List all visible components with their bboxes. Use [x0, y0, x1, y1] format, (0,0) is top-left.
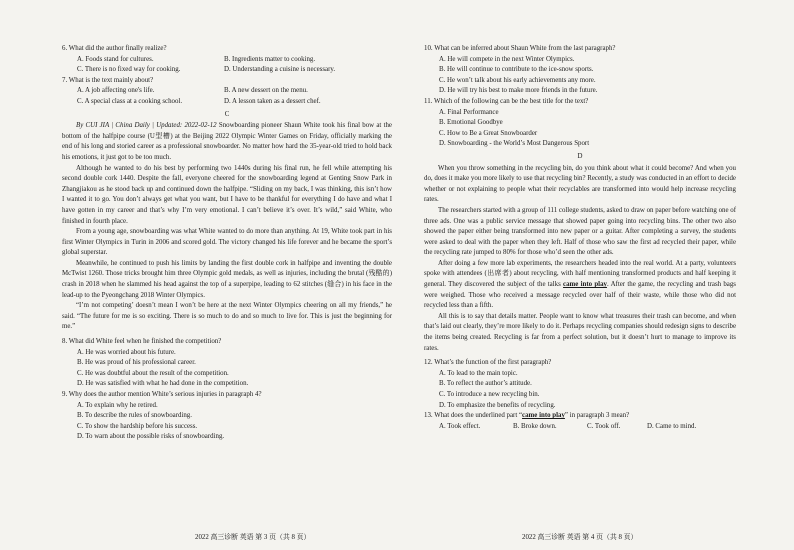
option-11a: A. Final Performance: [439, 108, 499, 116]
passage-c-paragraph-5: “I’m not competing’ doesn’t mean I won’t be here at the next Winter Olympics cheering on all my friends,” he said. “The future for me is so exciting. There is so much to do and so much to live for. This is just the beginning for me.”: [62, 302, 392, 331]
option-13b: B. Broke down.: [513, 422, 557, 430]
option-13d: D. Came to mind.: [647, 422, 697, 430]
left-page-footer: 2022 高三诊断 英语 第 3 页（共 8 页）: [195, 534, 311, 541]
option-12a: A. To lead to the main topic.: [439, 369, 518, 377]
question-9-stem: 9. Why does the author mention White’s serious injuries in paragraph 4?: [62, 391, 262, 398]
passage-d-paragraph-3-end: . After the game, the recycling and trash bags were weighed. Those who received a message recycled over half of their waste, while those who did not recycled less than a fifth.: [424, 281, 736, 310]
option-8c: C. He was doubtful about the result of the competition.: [77, 369, 229, 377]
option-13c: C. Took off.: [587, 422, 621, 430]
passage-c-paragraph-1-text: Snowboarding pioneer Shaun White took his final bow at the bottom of the halfpipe course (U型槽) at the Beijing 2022 Olympic Winter Games on Friday, officially marking the end of his long and storied career as a professional snowboarder. No matter how hard the 35-year-old tried to hold back his emotions, it just got to be too much.: [62, 122, 392, 161]
question-11-stem: 11. Which of the following can be the best title for the text?: [424, 97, 589, 105]
passage-c-paragraph-1: [62, 121, 392, 163]
passage-d-paragraph-4: All this is to say that details matter. People want to know what treasures their trash can become, and when that’s laid out clearly, they’re more likely to do it. Perhaps recycling companies should redesign signs to describe the items being created. Recycling is far from a perfect solution, but it doesn’t hurt to manage to improve its rates.: [424, 312, 736, 352]
option-8b: B. He was proud of his professional career.: [77, 359, 196, 367]
passage-c-paragraph-4: Meanwhile, he continued to push his limits by landing the first double cork in halfpipe and inventing the double McTwist 1260. Those tricks brought him three Olympic gold medals, as well as injuries, including the brutal (残酷的) crash in 2018 when he slammed his head against the top of a superpipe, leading to 62 stitches (缝合) in his face in the lead-up to the Pyeongchang 2018 Winter Olympics.: [62, 259, 392, 299]
underlined-phrase: came into play: [563, 281, 607, 289]
option-7d: D. A lesson taken as a dessert chef.: [224, 97, 321, 105]
passage-c-paragraph-2: Although he wanted to do his best by performing two 1440s during his final run, he fell while attempting his second double cork 1440. Despite the fall, everyone cheered for the snowboarding legend at Genting Snow Park in Zhangjiakou as he stood back up and continued down the halfpipe. “Sliding on my back, I was thinking, this isn’t how I wanted it to go. You don’t always get what you want, but I have to be thankful for everything I do have and what I have gotten in my career and that’s why I’m very emotional. I can’t believe it’s over. It’s wild,” said White, who finished in fourth place.: [62, 164, 392, 225]
option-6d: D. Understanding a cuisine is necessary.: [224, 66, 336, 74]
option-7c: C. A special class at a cooking school.: [77, 97, 183, 105]
question-13-underlined: came into play: [522, 412, 565, 420]
option-10d: D. He will try his best to make more friends in the future.: [439, 87, 598, 95]
option-7b: B. A new dessert on the menu.: [224, 87, 308, 95]
option-12d: D. To emphasize the benefits of recycling.: [439, 401, 556, 409]
byline: By CUI JIA | China Daily | Updated: 2022-02-12: [76, 122, 217, 130]
section-c-heading: C: [224, 110, 230, 118]
right-page-footer: 2022 高三诊断 英语 第 4 页（共 8 页）: [522, 534, 638, 541]
option-12b: B. To reflect the author’s attitude.: [439, 380, 532, 388]
question-7-options: [62, 86, 392, 107]
right-column: [424, 44, 736, 432]
left-column: [62, 44, 392, 443]
option-11d: D. Snowboarding - the World’s Most Dangerous Sport: [439, 140, 590, 148]
question-12-options: [424, 369, 736, 411]
option-10c: C. He won’t talk about his early achievements any more.: [439, 76, 596, 84]
option-9d: D. To warn about the possible risks of snowboarding.: [77, 433, 225, 441]
question-12-stem: 12. What’s the function of the first paragraph?: [424, 359, 552, 367]
option-9b: B. To describe the rules of snowboarding.: [77, 412, 192, 420]
option-10a: A. He will compete in the next Winter Olympics.: [439, 55, 575, 63]
question-11-options: [424, 108, 736, 150]
question-13-options: [424, 422, 736, 433]
passage-d-paragraph-3: [424, 259, 736, 312]
question-13-stem-end: ” in paragraph 3 mean?: [564, 412, 630, 420]
option-11c: C. How to Be a Great Snowboarder: [439, 129, 538, 137]
question-13-stem-start: 13. What does the underlined part “: [424, 412, 523, 420]
option-8a: A. He was worried about his future.: [77, 348, 176, 356]
passage-d-paragraph-2: The researchers started with a group of 111 college students, asked to draw on paper before watching one of three ads. One was a public service message that showed paper going into recycling bins. The other two also showed the paper either being transformed into new paper or a guitar. After completing a survey, the students were asked to deal with the paper when they left. Half of those who saw the first ad recycled their paper, while the recycling rate jumped to 80% for those who’d seen the other ads.: [424, 206, 736, 257]
option-6a: A. Foods stand for cultures.: [77, 55, 154, 63]
option-6b: B. Ingredients matter to cooking.: [224, 55, 316, 63]
question-13-stem: [424, 411, 736, 422]
passage-c-paragraph-3: From a young age, snowboarding was what White wanted to do more than anything. At 19, White took part in his first Winter Olympics in Turin in 2006 and scored gold. The victory changed his life forever and he became the sport’s global superstar.: [62, 228, 392, 257]
question-8-stem: 8. What did White feel when he finished the competition?: [62, 338, 222, 346]
option-6c: C. There is no fixed way for cooking.: [77, 66, 181, 74]
question-10-stem: 10. What can be inferred about Shaun White from the last paragraph?: [424, 45, 616, 52]
option-7a: A. A job affecting one's life.: [77, 87, 155, 95]
option-13a: A. Took effect.: [439, 422, 481, 430]
question-8-options: [62, 348, 392, 390]
option-9a: A. To explain why he retired.: [77, 401, 158, 409]
option-8d: D. He was satisfied with what he had done in the competition.: [77, 380, 249, 388]
option-12c: C. To introduce a new recycling bin.: [439, 391, 540, 398]
question-10-options: [424, 55, 736, 97]
question-6-options: [62, 55, 392, 76]
passage-d-paragraph-3-start: After doing a few more lab experiments, the researchers headed into the real world. At a party, volunteers spoke with attendees (出席者) about recycling, with half mentioning transformed products and half keeping it general. They discovered the subject of the talks: [424, 259, 736, 289]
question-7-stem: 7. What is the text mainly about?: [62, 76, 154, 84]
section-d-heading: D: [577, 152, 583, 160]
question-9-options: [62, 401, 392, 443]
option-9c: C. To show the hardship before his success.: [77, 422, 198, 430]
question-6-stem: 6. What did the author finally realize?: [62, 45, 167, 52]
option-11b: B. Emotional Goodbye: [439, 119, 503, 127]
option-10b: B. He will continue to contribute to the ice-snow sports.: [439, 66, 594, 74]
passage-d-paragraph-1: When you throw something in the recycling bin, do you think about what it could become? And when you do, does it make you more likely to use that recycling bin? Recently, a study was conducted in an effort to decide whether or not explaining to people what their recyclables are transformed into would help increase recycling rates.: [424, 164, 736, 204]
